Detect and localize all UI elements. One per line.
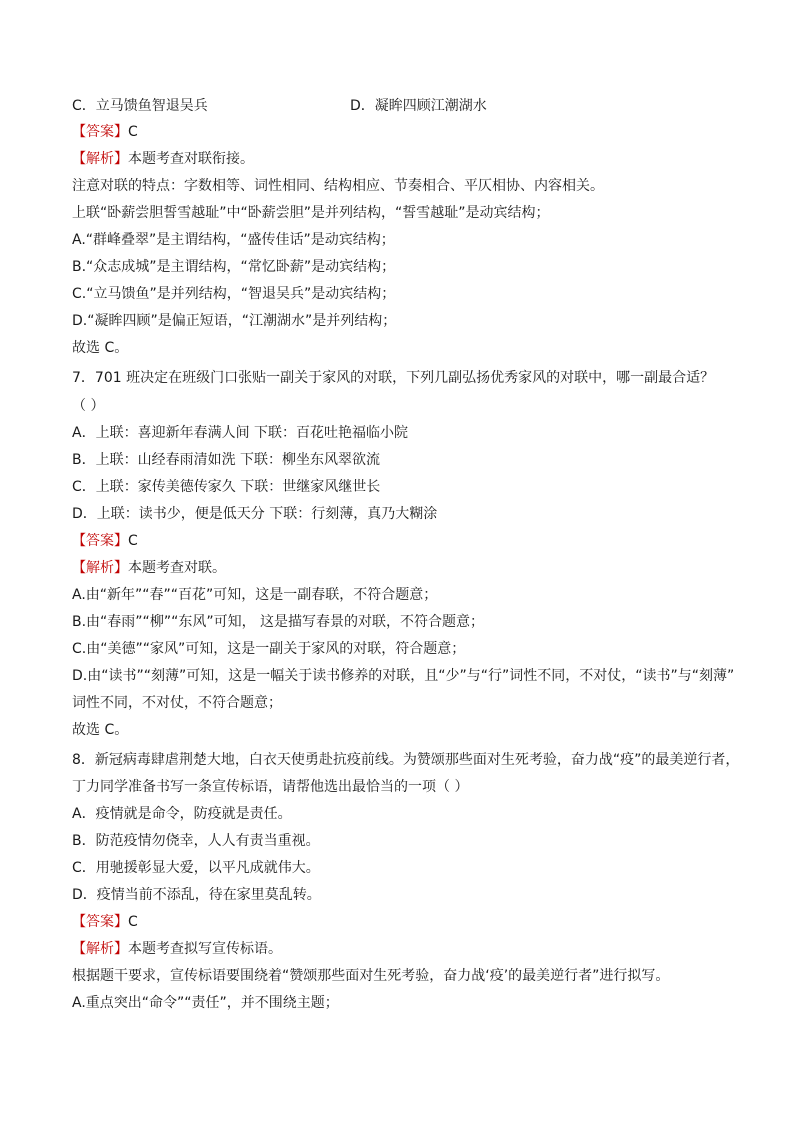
q6-option-c: C．立马馈鱼智退吴兵: [72, 98, 208, 114]
q6-analysis-line: B.“众志成城”是主谓结构，“常忆卧薪”是动宾结构；: [72, 259, 396, 275]
q8-stem-line1: 8．新冠病毒肆虐荆楚大地，白衣天使勇赴抗疫前线。为赞颂那些面对生死考验，奋力战“疫”的最美逆行者，: [72, 752, 740, 768]
analysis-intro: 本题考查拟写宣传标语。: [128, 941, 282, 957]
q6-analysis-line: A.“群峰叠翠”是主谓结构，“盛传佳话”是动宾结构；: [72, 232, 395, 248]
q6-options-row: [72, 95, 722, 117]
q7-analysis-line: C.由“美德”“家风”可知，这是一副关于家风的对联，符合题意；: [72, 641, 466, 657]
answer-label: 【答案】: [72, 124, 128, 140]
analysis-label: 【解析】: [72, 941, 128, 957]
q8-option-c: C．用驰援彰显大爱，以平凡成就伟大。: [72, 860, 320, 876]
q8-analysis-intro: [72, 938, 722, 960]
q7-option-a: A．上联：喜迎新年春满人间 下联：百花吐艳福临小院: [72, 425, 409, 441]
q8-option-d: D．疫情当前不添乱，待在家里莫乱转。: [72, 887, 321, 903]
q6-analysis-line: C.“立马馈鱼”是并列结构，“智退吴兵”是动宾结构；: [72, 286, 396, 302]
q6-analysis-line: 注意对联的特点：字数相等、词性相同、结构相应、节奏相合、平仄相协、内容相关。: [72, 178, 604, 194]
q8-analysis-line: 根据题干要求，宣传标语要围绕着“赞颂那些面对生死考验，奋力战‘疫’的最美逆行者”进行拟写。: [72, 968, 670, 984]
q8-answer: [72, 911, 722, 933]
analysis-label: 【解析】: [72, 560, 128, 576]
q8-option-a: A．疫情就是命令，防疫就是责任。: [72, 806, 292, 822]
q6-analysis-line: D.“凝眸四顾”是偏正短语，“江潮湖水”是并列结构；: [72, 313, 397, 329]
q7-answer: [72, 530, 722, 552]
q6-conclusion: 故选 C。: [72, 340, 129, 356]
q7-option-b: B．上联：山经春雨清如洗 下联：柳坐东风翠欲流: [72, 452, 381, 468]
analysis-label: 【解析】: [72, 151, 128, 167]
analysis-intro: 本题考查对联衔接。: [128, 151, 254, 167]
q6-analysis-intro: [72, 148, 722, 170]
q7-analysis-line: A.由“新年”“春”“百花”可知，这是一副春联，不符合题意；: [72, 587, 438, 603]
q7-stem-line2: （ ）: [72, 398, 105, 414]
q7-analysis-intro: [72, 557, 722, 579]
answer-label: 【答案】: [72, 914, 128, 930]
q8-option-b: B．防范疫情勿侥幸，人人有责当重视。: [72, 833, 320, 849]
q6-answer: [72, 121, 722, 143]
answer-value: C: [128, 533, 138, 549]
q7-analysis-line: 词性不同，不对仗，不符合题意；: [72, 695, 282, 711]
q8-analysis-line: A.重点突出“命令”“责任”，并不围绕主题；: [72, 995, 339, 1011]
answer-label: 【答案】: [72, 533, 128, 549]
answer-value: C: [128, 914, 138, 930]
answer-value: C: [128, 124, 138, 140]
q7-option-c: C．上联：家传美德传家久 下联：世继家风继世长: [72, 479, 381, 495]
q7-stem-line1: 7．701 班决定在班级门口张贴一副关于家风的对联，下列几副弘扬优秀家风的对联中，哪一副最合适？: [72, 370, 715, 386]
q7-analysis-line: D.由“读书”“刻薄”可知，这是一幅关于读书修养的对联，且“少”与“行”词性不同，不对仗，“读书”与“刻薄”: [72, 668, 735, 684]
q7-conclusion: 故选 C。: [72, 722, 129, 738]
q6-analysis-line: 上联“卧薪尝胆誓雪越耻”中“卧薪尝胆”是并列结构，“誓雪越耻”是动宾结构；: [72, 205, 550, 221]
q7-analysis-line: B.由“春雨”“柳”“东风”可知， 这是描写春景的对联，不符合题意；: [72, 614, 485, 630]
analysis-intro: 本题考查对联。: [128, 560, 226, 576]
q8-stem-line2: 丁力同学准备书写一条宣传标语，请帮他选出最恰当的一项（ ）: [72, 779, 469, 795]
q7-option-d: D．上联：读书少，便是低天分 下联：行刻薄，真乃大糊涂: [72, 506, 438, 522]
q6-option-d: D．凝眸四顾江潮湖水: [350, 98, 487, 114]
